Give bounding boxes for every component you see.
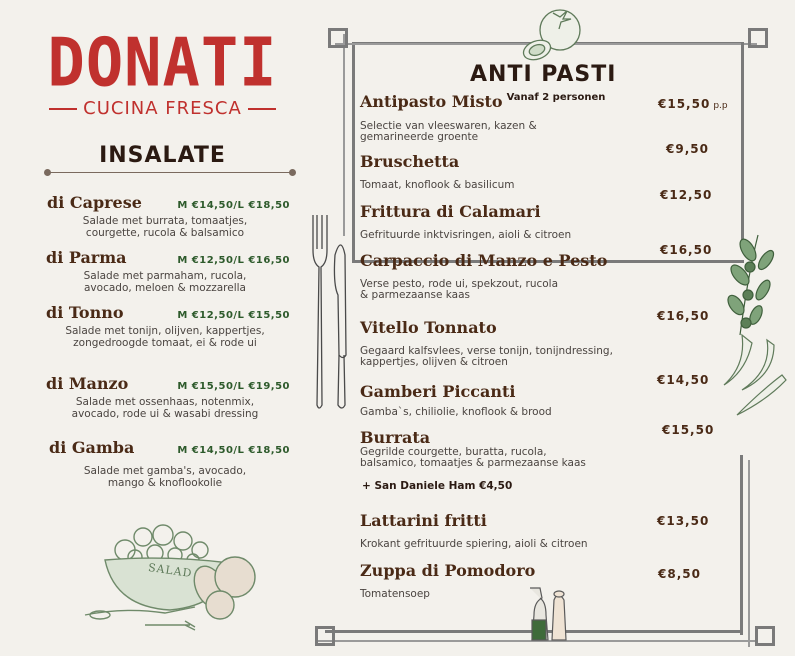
dish-desc: Gefrituurde inktvisringen, aioli & citroen (360, 229, 572, 241)
frame-corner (755, 626, 775, 646)
dish-item (360, 251, 660, 301)
dish-note: Vanaf 2 personen (506, 92, 606, 103)
salad-name: di Manzo (46, 374, 129, 393)
dish-desc: Selectie van vleeswaren, kazen & gemarineerde groente (360, 120, 537, 143)
dish-name: Vitello Tonnato (360, 318, 497, 337)
divider-dot (44, 169, 51, 176)
dish-name: Zuppa di Pomodoro (360, 561, 536, 580)
dish-name: Bruschetta (360, 152, 460, 171)
dish-item (360, 202, 660, 241)
dish-desc: Gegrilde courgette, buratta, rucola, balsamico, tomaatjes & parmezaanse kaas (360, 446, 586, 469)
salt-pepper-icon (520, 580, 580, 645)
dish-name: Frittura di Calamari (360, 202, 541, 221)
dish-item (360, 428, 660, 469)
salad-desc: Salade met ossenhaas, notenmix, avocado, rode ui & wasabi dressing (71, 396, 259, 420)
olive-branch-icon (718, 235, 780, 340)
dish-price: €14,50 (657, 373, 710, 387)
dish-name: Gamberi Piccanti (360, 382, 516, 401)
dish-desc: Verse pesto, rode ui, spekzout, rucola & parmezaanse kaas (360, 278, 559, 301)
brand-name: DONATI (47, 23, 278, 102)
salad-item (40, 303, 290, 349)
salad-bowl-icon (85, 515, 285, 645)
salad-price: M €14,50/L €18,50 (177, 445, 290, 456)
frame-corner (328, 28, 348, 48)
dish-desc: Gamba`s, chiliolie, knoflook & brood (360, 406, 552, 418)
salad-item (40, 438, 290, 489)
cutlery-icon (305, 215, 355, 415)
salad-desc: Salade met tonijn, olijven, kappertjes, zongedroogde tomaat, ei & rode ui (65, 325, 265, 349)
salad-name: di Tonno (46, 303, 124, 322)
chili-pepper-icon (712, 335, 787, 420)
salad-bowl-label: SALAD (147, 560, 194, 581)
salad-item (40, 374, 290, 420)
salad-item (40, 193, 290, 239)
dish-price: €12,50 (660, 188, 713, 202)
dish-name: Burrata (360, 428, 431, 447)
dish-desc: Tomatensoep (360, 588, 430, 600)
menu-frame-line (740, 455, 743, 635)
dish-item (360, 318, 660, 368)
dish-item (360, 561, 660, 600)
dish-item (360, 92, 660, 143)
frame-corner (748, 28, 768, 48)
dish-price: €15,50 p.p (658, 97, 728, 111)
menu-frame-line (741, 42, 744, 242)
antipasti-title: ANTI PASTI (470, 62, 617, 87)
dish-name: Antipasto Misto (360, 92, 503, 111)
dish-price: €9,50 (666, 142, 709, 156)
extra-option: + San Daniele Ham €4,50 (362, 480, 513, 492)
salad-price: M €12,50/L €15,50 (177, 310, 290, 321)
salad-desc: Salade met burrata, tomaatjes, courgette, rucola & balsamico (82, 215, 248, 239)
dish-price: €16,50 (657, 309, 710, 323)
menu-frame-line (343, 34, 345, 236)
dish-desc: Tomaat, knoflook & basilicum (360, 179, 515, 191)
insalate-divider (48, 172, 292, 173)
dish-price: €8,50 (658, 567, 701, 581)
salad-desc: Salade met gamba's, avocado, mango & knoflookolie (83, 465, 247, 489)
tomato-icon (515, 5, 590, 65)
salad-name: di Caprese (47, 193, 142, 212)
salad-name: di Parma (46, 248, 127, 267)
menu-frame-line (748, 460, 750, 647)
insalate-title: INSALATE (99, 143, 226, 168)
dish-desc: Krokant gefrituurde spiering, aioli & citroen (360, 538, 588, 550)
frame-corner (315, 626, 335, 646)
dish-desc: Gegaard kalfsvlees, verse tonijn, tonijndressing, kappertjes, olijven & citroen (360, 345, 613, 368)
brand-logo (30, 23, 295, 119)
salad-price: M €12,50/L €16,50 (177, 255, 290, 266)
dish-item (360, 511, 660, 550)
dish-name: Carpaccio di Manzo e Pesto (360, 251, 608, 270)
salad-name: di Gamba (49, 438, 135, 457)
divider (49, 108, 77, 110)
divider-dot (289, 169, 296, 176)
dish-price: €13,50 (657, 514, 710, 528)
divider (248, 108, 276, 110)
brand-subtitle: CUCINA FRESCA (83, 98, 242, 119)
dish-price: €16,50 (660, 243, 713, 257)
salad-price: M €14,50/L €18,50 (177, 200, 290, 211)
dish-item (360, 382, 660, 418)
dish-price: €15,50 (662, 423, 715, 437)
dish-item (360, 152, 660, 191)
salad-desc: Salade met parmaham, rucola, avocado, meloen & mozzarella (83, 270, 247, 294)
salad-price: M €15,50/L €19,50 (177, 381, 290, 392)
dish-name: Lattarini fritti (360, 511, 487, 530)
salad-item (40, 248, 290, 294)
